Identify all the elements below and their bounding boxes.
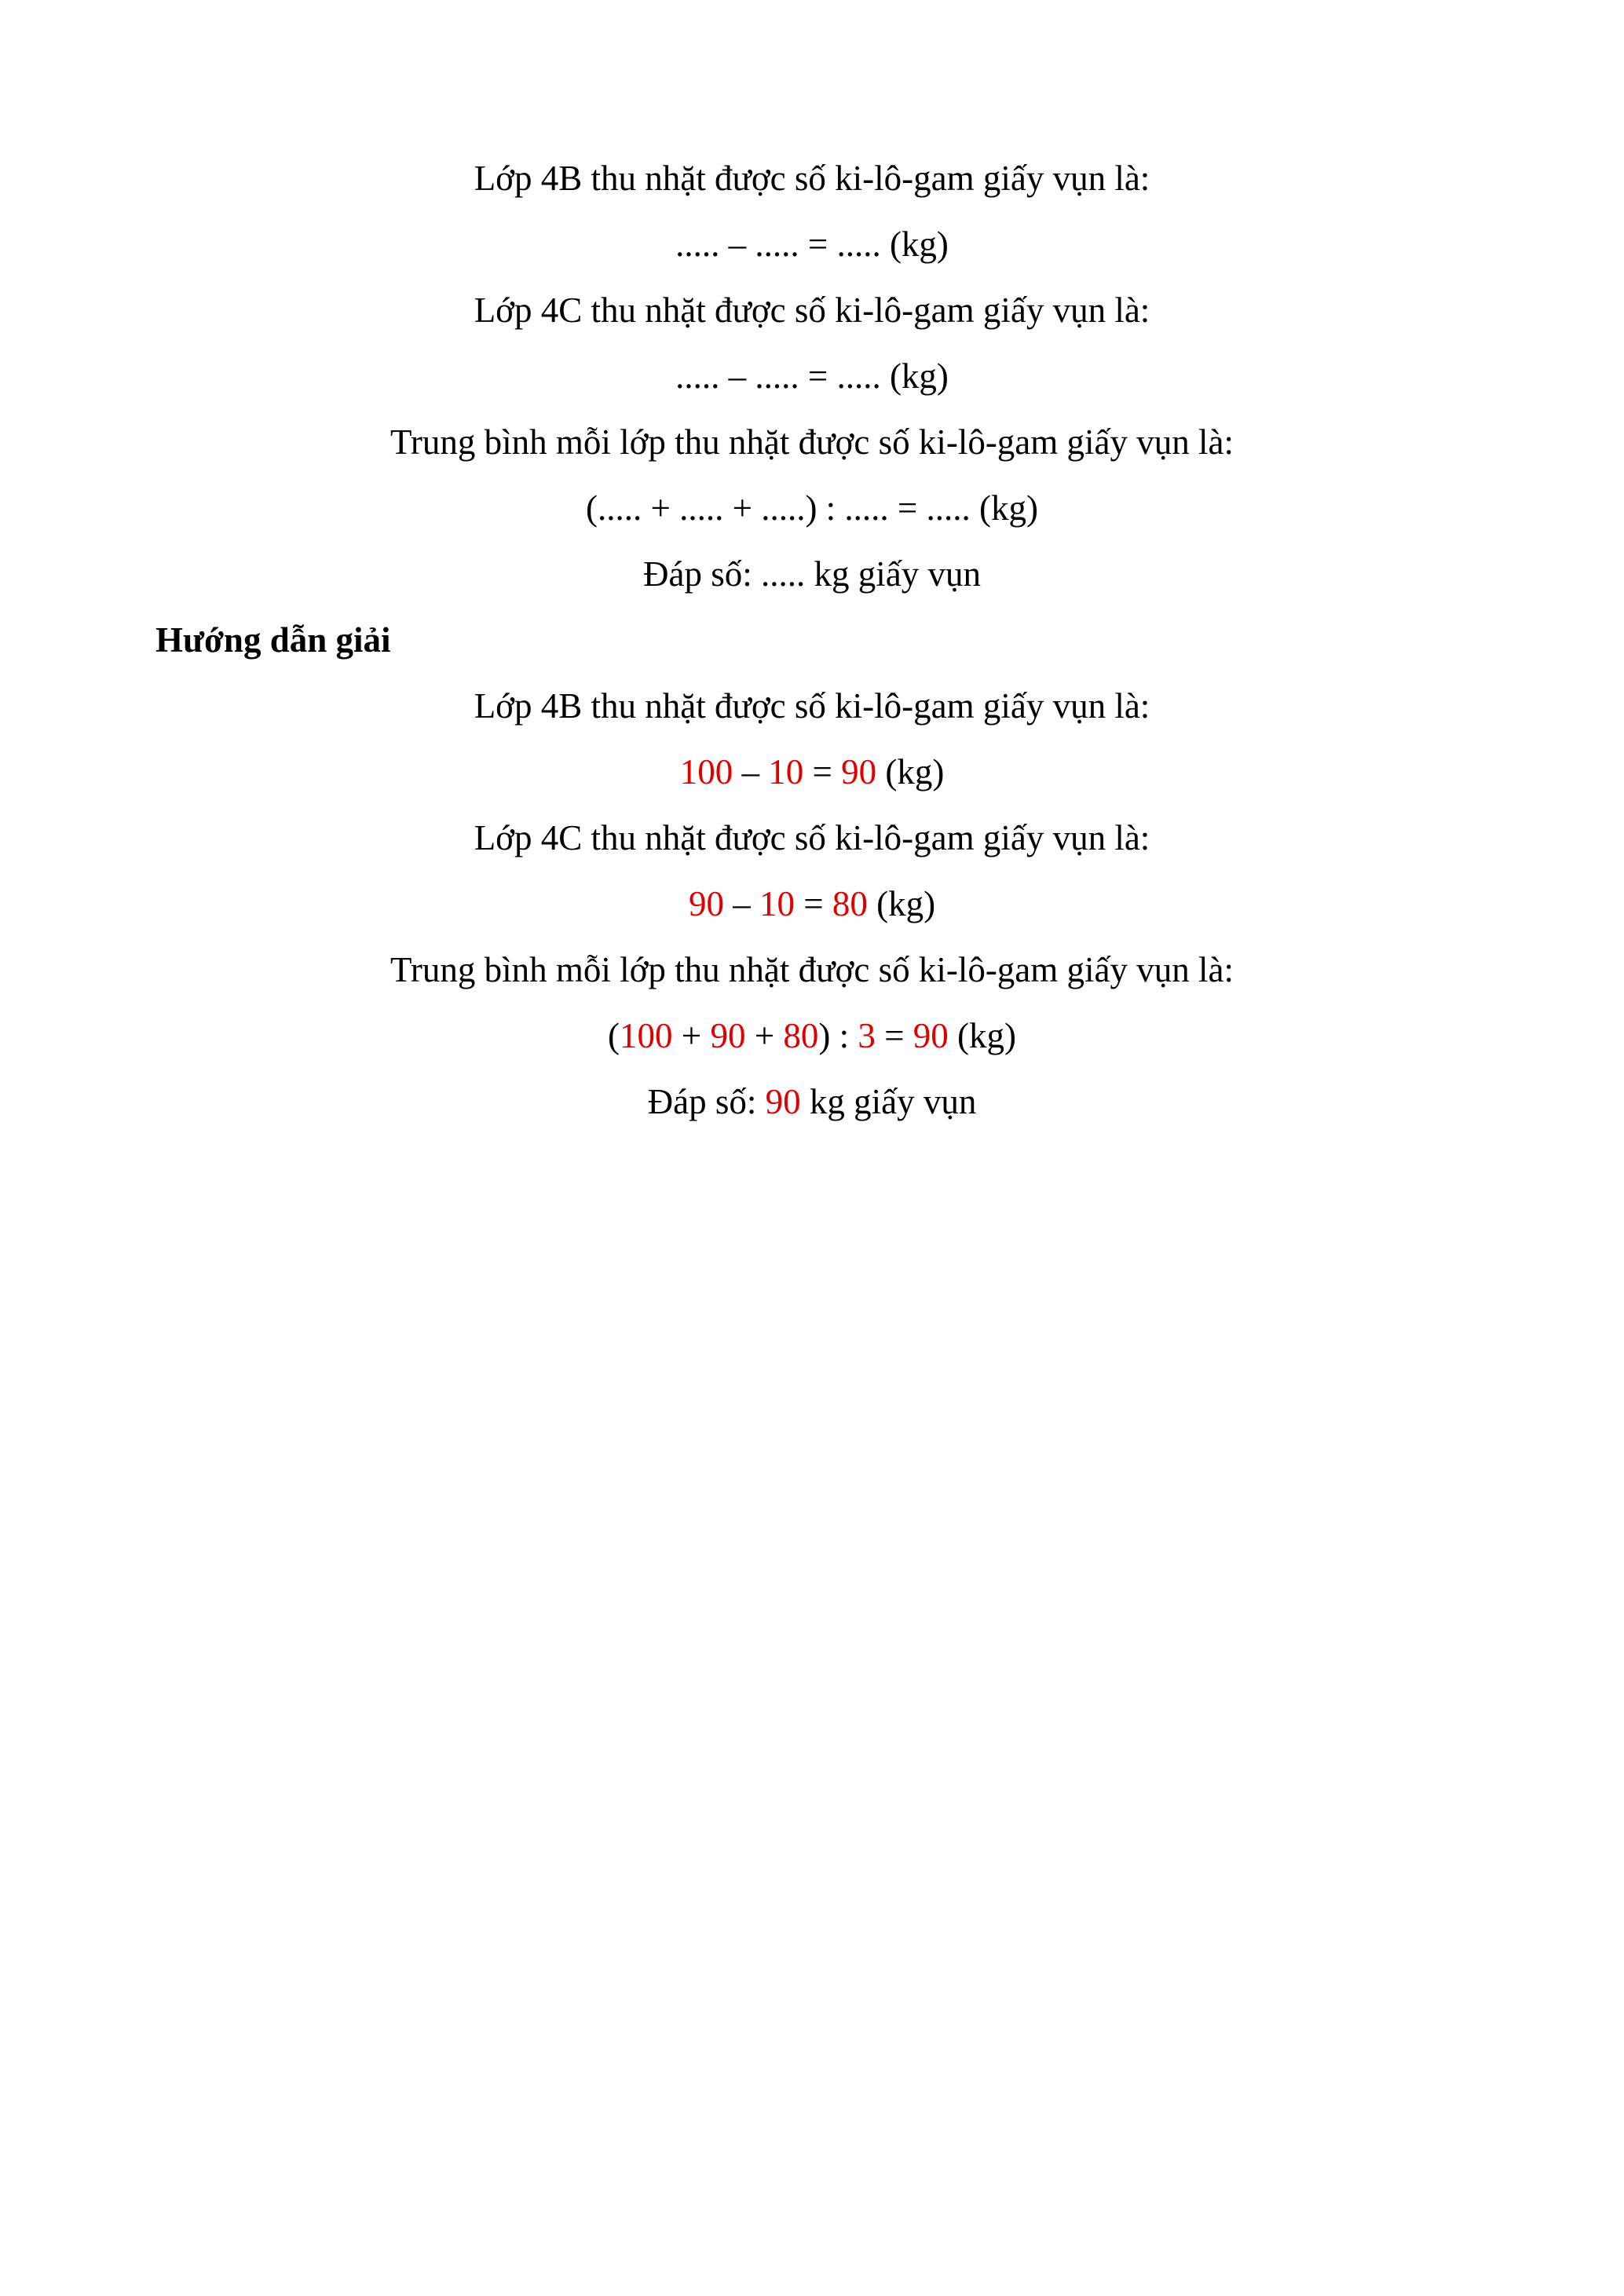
calc-result: 80: [832, 884, 868, 923]
solution-calc-4b: [0, 748, 1624, 795]
calc-value: 80: [783, 1016, 819, 1055]
solution-heading: Hướng dẫn giải: [155, 620, 391, 660]
calc-operator: –: [733, 752, 769, 792]
exercise-line-4c: Lớp 4C thu nhặt được số ki-lô-gam giấy vụn là:: [474, 291, 1150, 330]
solution-line-average: Trung bình mỗi lớp thu nhặt được số ki-lô-gam giấy vụn là:: [390, 950, 1234, 989]
exercise-line-4b: Lớp 4B thu nhặt được số ki-lô-gam giấy vụn là:: [474, 159, 1150, 198]
exercise-calc-average: (..... + ..... + .....) : ..... = ..... (kg): [585, 488, 1039, 528]
calc-paren-open: (: [608, 1016, 620, 1055]
exercise-calc-4c: ..... – ..... = ..... (kg): [675, 356, 949, 396]
calc-equals: =: [875, 1016, 913, 1055]
calc-unit: (kg): [948, 1016, 1016, 1055]
exercise-answer: Đáp số: ..... kg giấy vụn: [643, 554, 981, 594]
solution-calc-average: [0, 1012, 1624, 1059]
exercise-line-average: Trung bình mỗi lớp thu nhặt được số ki-lô-gam giấy vụn là:: [390, 422, 1234, 462]
calc-value: 90: [710, 1016, 746, 1055]
calc-result: 90: [913, 1016, 949, 1055]
calc-operator: +: [745, 1016, 784, 1055]
exercise-calc-4b: ..... – ..... = ..... (kg): [675, 225, 949, 264]
answer-suffix: kg giấy vụn: [800, 1082, 977, 1121]
solution-line-4b: Lớp 4B thu nhặt được số ki-lô-gam giấy vụn là:: [474, 686, 1150, 726]
calc-value: 100: [679, 752, 733, 792]
answer-prefix: Đáp số:: [647, 1082, 766, 1121]
solution-calc-4c: [0, 880, 1624, 927]
calc-divide: ) :: [818, 1016, 858, 1055]
solution-line-4c: Lớp 4C thu nhặt được số ki-lô-gam giấy vụn là:: [474, 818, 1150, 857]
calc-equals: =: [803, 752, 842, 792]
calc-result: 90: [841, 752, 877, 792]
calc-value: 100: [620, 1016, 673, 1055]
calc-unit: (kg): [867, 884, 936, 923]
calc-value: 90: [688, 884, 724, 923]
calc-value: 10: [768, 752, 804, 792]
calc-unit: (kg): [876, 752, 945, 792]
calc-operator: –: [723, 884, 759, 923]
answer-value: 90: [765, 1082, 801, 1121]
calc-value: 3: [858, 1016, 876, 1055]
calc-equals: =: [794, 884, 832, 923]
solution-answer: [0, 1078, 1624, 1125]
calc-value: 10: [759, 884, 795, 923]
calc-operator: +: [672, 1016, 711, 1055]
